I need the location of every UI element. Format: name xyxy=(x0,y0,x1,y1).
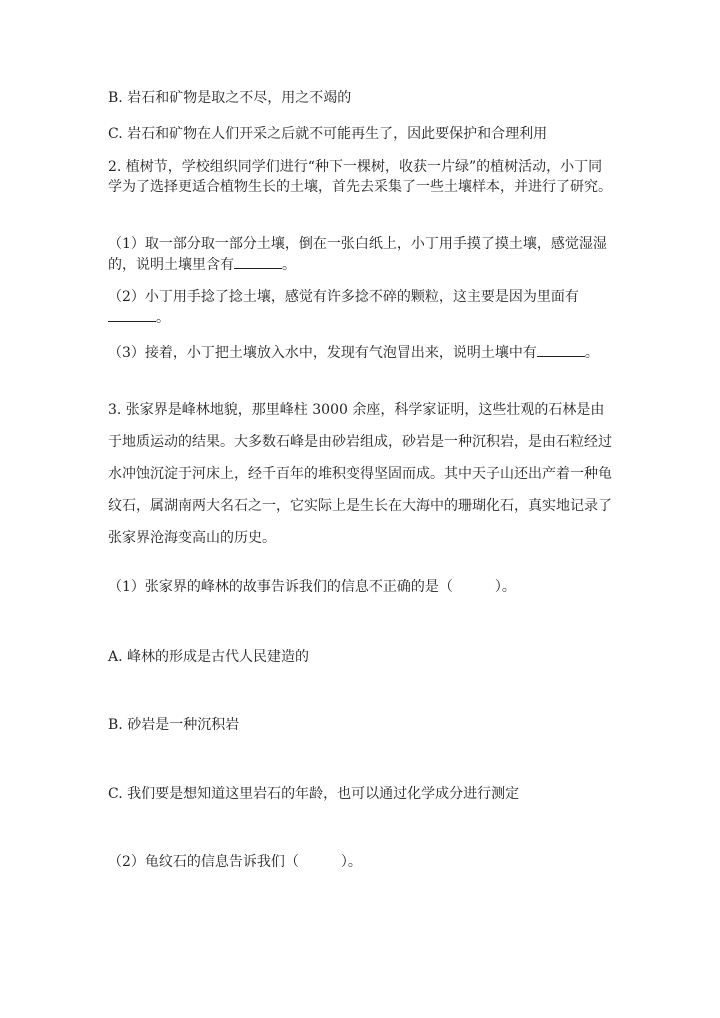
question-2-sub-1-text: （1）取一部分取一部分土壤，倒在一张白纸上，小丁用手摸了摸土壤，感觉湿湿的，说明土壤里含有 xyxy=(108,236,607,273)
answer-blank xyxy=(234,254,282,269)
question-3-option-a: A. 峰林的形成是古代人民建造的 xyxy=(108,649,310,665)
question-2-stem: 2. 植树节，学校组织同学们进行“种下一棵树，收获一片绿”的植树活动，小丁同学为了选择更适合植物生长的土壤，首先去采集了一些土壤样本，并进行了研究。 xyxy=(108,159,612,195)
question-3-sub-2: （2）龟纹石的信息告诉我们（ ）。 xyxy=(108,854,362,870)
option-c-top: C. 岩石和矿物在人们开采之后就不可能再生了，因此要保护和合理利用 xyxy=(108,126,548,142)
answer-blank xyxy=(108,307,156,322)
question-2-sub-2 xyxy=(108,287,613,328)
question-3-option-c: C. 我们要是想知道这里岩石的年龄，也可以通过化学成分进行测定 xyxy=(108,786,520,802)
question-3-sub-1: （1）张家界的峰林的故事告诉我们的信息不正确的是（ ）。 xyxy=(108,579,516,595)
question-2-sub-1-end: 。 xyxy=(282,257,296,273)
question-2-sub-1 xyxy=(108,234,613,275)
question-3-option-b: B. 砂岩是一种沉积岩 xyxy=(108,717,240,733)
option-b-top: B. 岩石和矿物是取之不尽，用之不竭的 xyxy=(108,90,352,106)
question-2-sub-2-end: 。 xyxy=(156,310,170,326)
answer-blank xyxy=(537,342,585,357)
question-3-stem: 3. 张家界是峰林地貌，那里峰柱 3000 余座，科学家证明，这些壮观的石林是由于地质运动的结果。大多数石峰是由砂岩组成，砂岩是一种沉积岩，是由石粒经过水冲蚀沉淀于河床上，经千百年的堆积变得坚固而成。其中天子山还出产着一种龟纹石，属湖南两大名石之一，它实际上是生长在大海中的珊瑚化石，真实地记录了张家界沧海变高山的历史。 xyxy=(108,402,612,546)
question-2-sub-3-text: （3）接着，小丁把土壤放入水中，发现有气泡冒出来，说明土壤中有 xyxy=(108,345,537,361)
question-2-sub-3-end: 。 xyxy=(584,345,599,361)
question-2-sub-3 xyxy=(108,342,613,363)
question-2-sub-2-text: （2）小丁用手捻了捻土壤，感觉有许多捻不碎的颗粒，这主要是因为里面有 xyxy=(108,289,579,305)
